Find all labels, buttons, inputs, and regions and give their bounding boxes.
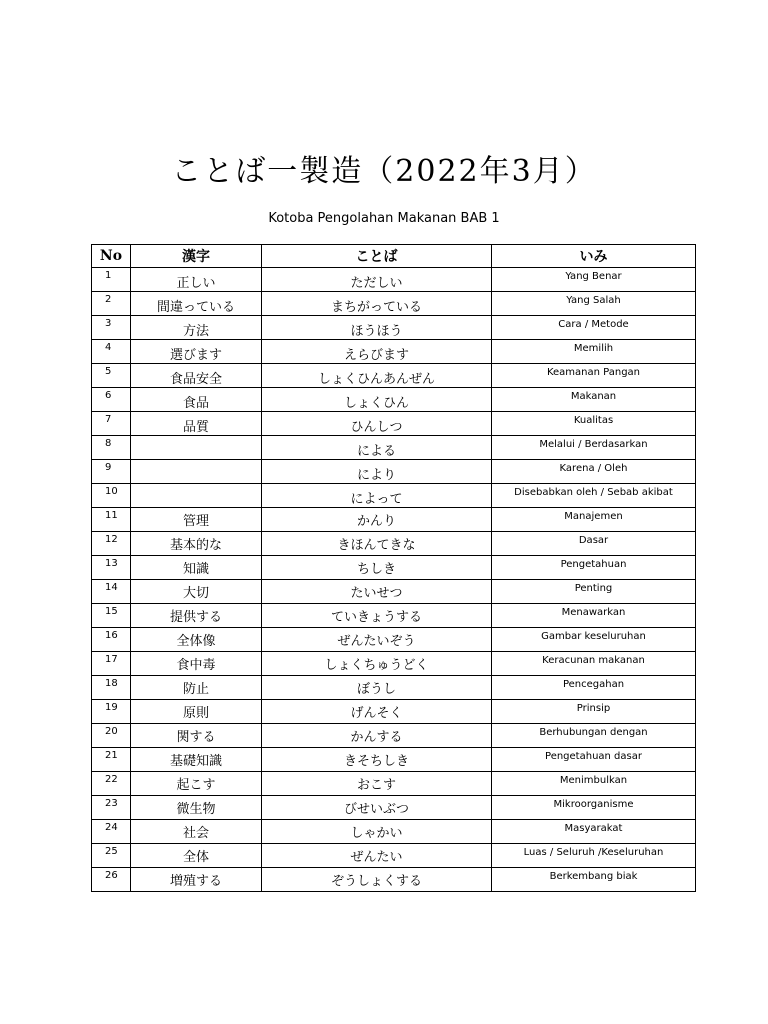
cell-meaning: Gambar keseluruhan [492,628,696,652]
cell-reading: びせいぶつ [262,796,492,820]
header-meaning: いみ [492,245,696,268]
cell-reading: しょくちゅうどく [262,652,492,676]
cell-kanji: 全体像 [131,628,262,652]
page-title: ことば一製造（2022年3月） [171,154,597,189]
cell-no: 11 [92,508,131,532]
table-row [92,628,696,652]
cell-kanji: 微生物 [131,796,262,820]
cell-kanji [131,460,262,484]
cell-kanji [131,484,262,508]
cell-no: 18 [92,676,131,700]
cell-no: 10 [92,484,131,508]
cell-meaning: Keamanan Pangan [492,364,696,388]
cell-meaning: Pengetahuan [492,556,696,580]
cell-kanji: 全体 [131,844,262,868]
cell-no: 1 [92,268,131,292]
page-subtitle: Kotoba Pengolahan Makanan BAB 1 [268,211,500,226]
cell-reading: しゃかい [262,820,492,844]
cell-meaning: Manajemen [492,508,696,532]
cell-meaning: Masyarakat [492,820,696,844]
cell-reading: ちしき [262,556,492,580]
cell-meaning: Pengetahuan dasar [492,748,696,772]
cell-reading: ぜんたいぞう [262,628,492,652]
table-row [92,532,696,556]
cell-reading: えらびます [262,340,492,364]
cell-meaning: Berkembang biak [492,868,696,892]
cell-no: 25 [92,844,131,868]
cell-kanji: 関する [131,724,262,748]
cell-reading: かんする [262,724,492,748]
cell-meaning: Dasar [492,532,696,556]
cell-no: 8 [92,436,131,460]
cell-reading: まちがっている [262,292,492,316]
cell-reading: ぼうし [262,676,492,700]
table-row [92,340,696,364]
cell-kanji: 食品 [131,388,262,412]
cell-no: 26 [92,868,131,892]
cell-no: 22 [92,772,131,796]
cell-no: 7 [92,412,131,436]
cell-reading: きほんてきな [262,532,492,556]
cell-reading: によって [262,484,492,508]
cell-kanji: 食品安全 [131,364,262,388]
cell-reading: きそちしき [262,748,492,772]
table-row [92,556,696,580]
table-row [92,820,696,844]
cell-kanji: 基本的な [131,532,262,556]
cell-no: 12 [92,532,131,556]
cell-kanji: 知識 [131,556,262,580]
cell-meaning: Penting [492,580,696,604]
cell-kanji: 間違っている [131,292,262,316]
cell-kanji: 起こす [131,772,262,796]
cell-meaning: Melalui / Berdasarkan [492,436,696,460]
cell-reading: しょくひんあんぜん [262,364,492,388]
cell-no: 4 [92,340,131,364]
table-row [92,316,696,340]
cell-reading: ていきょうする [262,604,492,628]
cell-meaning: Mikroorganisme [492,796,696,820]
cell-meaning: Menimbulkan [492,772,696,796]
cell-no: 16 [92,628,131,652]
cell-meaning: Prinsip [492,700,696,724]
cell-kanji: 増殖する [131,868,262,892]
cell-reading: による [262,436,492,460]
table-row [92,292,696,316]
cell-no: 13 [92,556,131,580]
table-row [92,772,696,796]
cell-kanji: 選びます [131,340,262,364]
cell-no: 15 [92,604,131,628]
cell-kanji: 提供する [131,604,262,628]
cell-reading: たいせつ [262,580,492,604]
header-reading: ことば [262,245,492,268]
cell-no: 5 [92,364,131,388]
cell-no: 19 [92,700,131,724]
cell-kanji: 防止 [131,676,262,700]
table-row [92,436,696,460]
cell-reading: により [262,460,492,484]
cell-meaning: Menawarkan [492,604,696,628]
cell-meaning: Pencegahan [492,676,696,700]
cell-no: 3 [92,316,131,340]
cell-no: 20 [92,724,131,748]
table-row [92,796,696,820]
table-row [92,652,696,676]
table-row [92,676,696,700]
cell-reading: かんり [262,508,492,532]
cell-meaning: Karena / Oleh [492,460,696,484]
cell-meaning: Makanan [492,388,696,412]
table-row [92,364,696,388]
cell-reading: ただしい [262,268,492,292]
table-row [92,580,696,604]
cell-no: 23 [92,796,131,820]
cell-no: 17 [92,652,131,676]
table-header-row [92,245,696,268]
table-row [92,700,696,724]
cell-meaning: Yang Benar [492,268,696,292]
cell-reading: おこす [262,772,492,796]
table-row [92,724,696,748]
cell-kanji: 原則 [131,700,262,724]
cell-reading: ぞうしょくする [262,868,492,892]
cell-meaning: Cara / Metode [492,316,696,340]
header-no: No [92,245,131,268]
cell-no: 14 [92,580,131,604]
cell-meaning: Luas / Seluruh /Keseluruhan [492,844,696,868]
table-row [92,460,696,484]
cell-no: 6 [92,388,131,412]
cell-no: 2 [92,292,131,316]
table-row [92,868,696,892]
table-row [92,484,696,508]
cell-kanji: 正しい [131,268,262,292]
cell-meaning: Disebabkan oleh / Sebab akibat [492,484,696,508]
cell-kanji [131,436,262,460]
table-row [92,748,696,772]
cell-reading: げんそく [262,700,492,724]
cell-meaning: Kualitas [492,412,696,436]
cell-no: 24 [92,820,131,844]
cell-no: 9 [92,460,131,484]
table-row [92,388,696,412]
cell-meaning: Yang Salah [492,292,696,316]
cell-meaning: Memilih [492,340,696,364]
cell-kanji: 社会 [131,820,262,844]
table-row [92,268,696,292]
table-row [92,508,696,532]
vocabulary-table [91,244,696,892]
cell-kanji: 管理 [131,508,262,532]
header-kanji: 漢字 [131,245,262,268]
cell-kanji: 食中毒 [131,652,262,676]
cell-reading: ひんしつ [262,412,492,436]
cell-kanji: 基礎知識 [131,748,262,772]
cell-no: 21 [92,748,131,772]
cell-reading: ほうほう [262,316,492,340]
cell-kanji: 大切 [131,580,262,604]
table-row [92,412,696,436]
cell-kanji: 品質 [131,412,262,436]
cell-meaning: Berhubungan dengan [492,724,696,748]
cell-kanji: 方法 [131,316,262,340]
cell-reading: ぜんたい [262,844,492,868]
table-row [92,604,696,628]
table-row [92,844,696,868]
cell-reading: しょくひん [262,388,492,412]
cell-meaning: Keracunan makanan [492,652,696,676]
